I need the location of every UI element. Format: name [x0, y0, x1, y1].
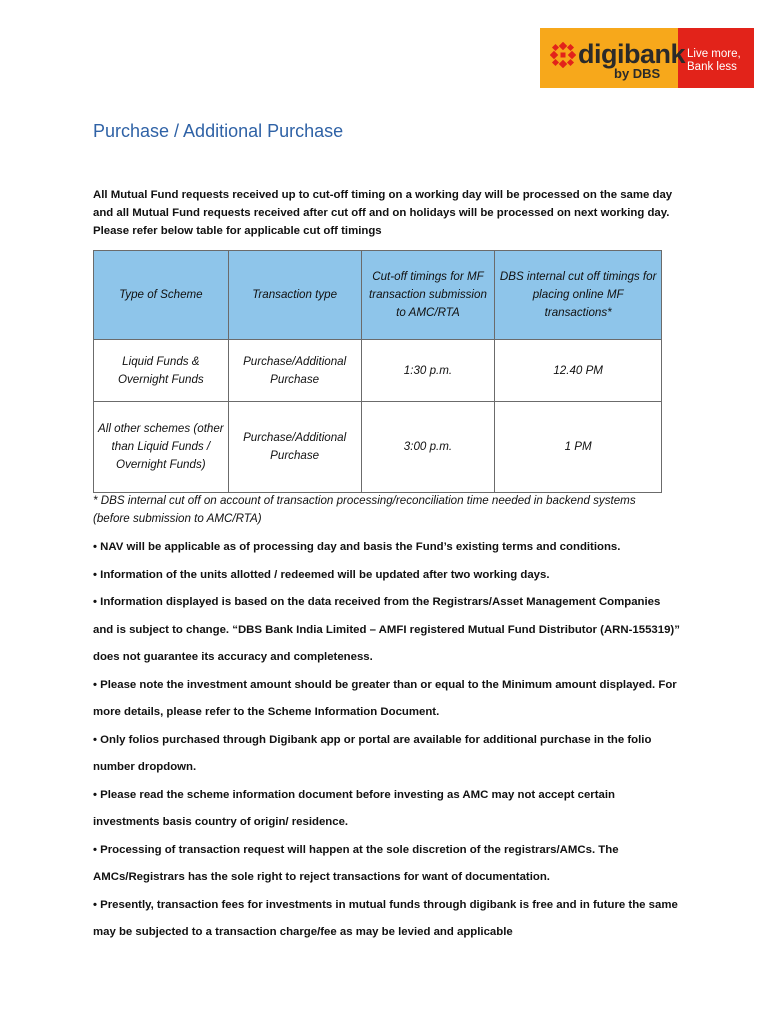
table-header-row	[94, 251, 662, 340]
cutoff-table	[93, 250, 662, 493]
logo-tagline-block	[678, 28, 754, 88]
list-item: • Please note the investment amount should be greater than or equal to the Minimum amount displayed. For more details, please refer to the Scheme Information Document.	[93, 678, 677, 718]
list-item: • Processing of transaction request will happen at the sole discretion of the registrars/AMCs. The AMCs/Registrars has the sole right to reject transactions for want of documentation.	[93, 843, 619, 883]
table-header-cutoff-amc: Cut-off timings for MF transaction submission to AMC/RTA	[361, 251, 495, 340]
table-cell: Liquid Funds & Overnight Funds	[94, 340, 229, 402]
logo-tagline-line1: Live more,	[687, 48, 741, 60]
table-cell: 1 PM	[495, 402, 662, 493]
list-item: • NAV will be applicable as of processing day and basis the Fund’s existing terms and conditions.	[93, 541, 621, 553]
table-header-transaction: Transaction type	[228, 251, 361, 340]
logo-tagline-line2: Bank less	[687, 61, 737, 73]
table-footnote: * DBS internal cut off on account of transaction processing/reconciliation time needed in backend systems (before submission to AMC/RTA)	[93, 494, 636, 525]
page-title: Purchase / Additional Purchase	[93, 121, 344, 141]
table-cell: Purchase/Additional Purchase	[228, 402, 361, 493]
logo-brand-name: digibank	[578, 39, 686, 69]
table-cell: 3:00 p.m.	[361, 402, 495, 493]
list-item: • Presently, transaction fees for investments in mutual funds through digibank is free and in future the same may be subjected to a transaction charge/fee as may be levied and applicable	[93, 898, 678, 938]
dbs-star-icon	[550, 42, 576, 68]
logo-brand-sub: by DBS	[614, 66, 661, 81]
table-header-scheme: Type of Scheme	[94, 251, 229, 340]
table-row	[94, 340, 662, 402]
intro-paragraph: All Mutual Fund requests received up to cut-off timing on a working day will be processed on the same day and all Mutual Fund requests received after cut off and on holidays will be processed on next working day. Please refer below table for applicable cut off timings	[93, 189, 673, 237]
list-item: • Information displayed is based on the data received from the Registrars/Asset Management Companies and is subject to change. “DBS Bank India Limited – AMFI registered Mutual Fund Distributor (ARN-155319)” does not guarantee its accuracy and completeness.	[93, 596, 680, 663]
table-row	[94, 402, 662, 493]
list-item: • Please read the scheme information document before investing as AMC may not accept certain investments basis country of origin/ residence.	[93, 788, 615, 828]
logo-brand-block	[540, 28, 686, 88]
table-cell: 12.40 PM	[495, 340, 662, 402]
terms-list	[93, 534, 683, 947]
table-cell: All other schemes (other than Liquid Funds / Overnight Funds)	[94, 402, 229, 493]
list-item: • Information of the units allotted / redeemed will be updated after two working days.	[93, 568, 550, 581]
list-item: • Only folios purchased through Digibank app or portal are available for additional purchase in the folio number dropdown.	[93, 733, 652, 773]
table-cell: Purchase/Additional Purchase	[228, 340, 361, 402]
table-header-cutoff-dbs: DBS internal cut off timings for placing online MF transactions*	[495, 251, 662, 340]
table-cell: 1:30 p.m.	[361, 340, 495, 402]
digibank-logo	[540, 28, 754, 88]
